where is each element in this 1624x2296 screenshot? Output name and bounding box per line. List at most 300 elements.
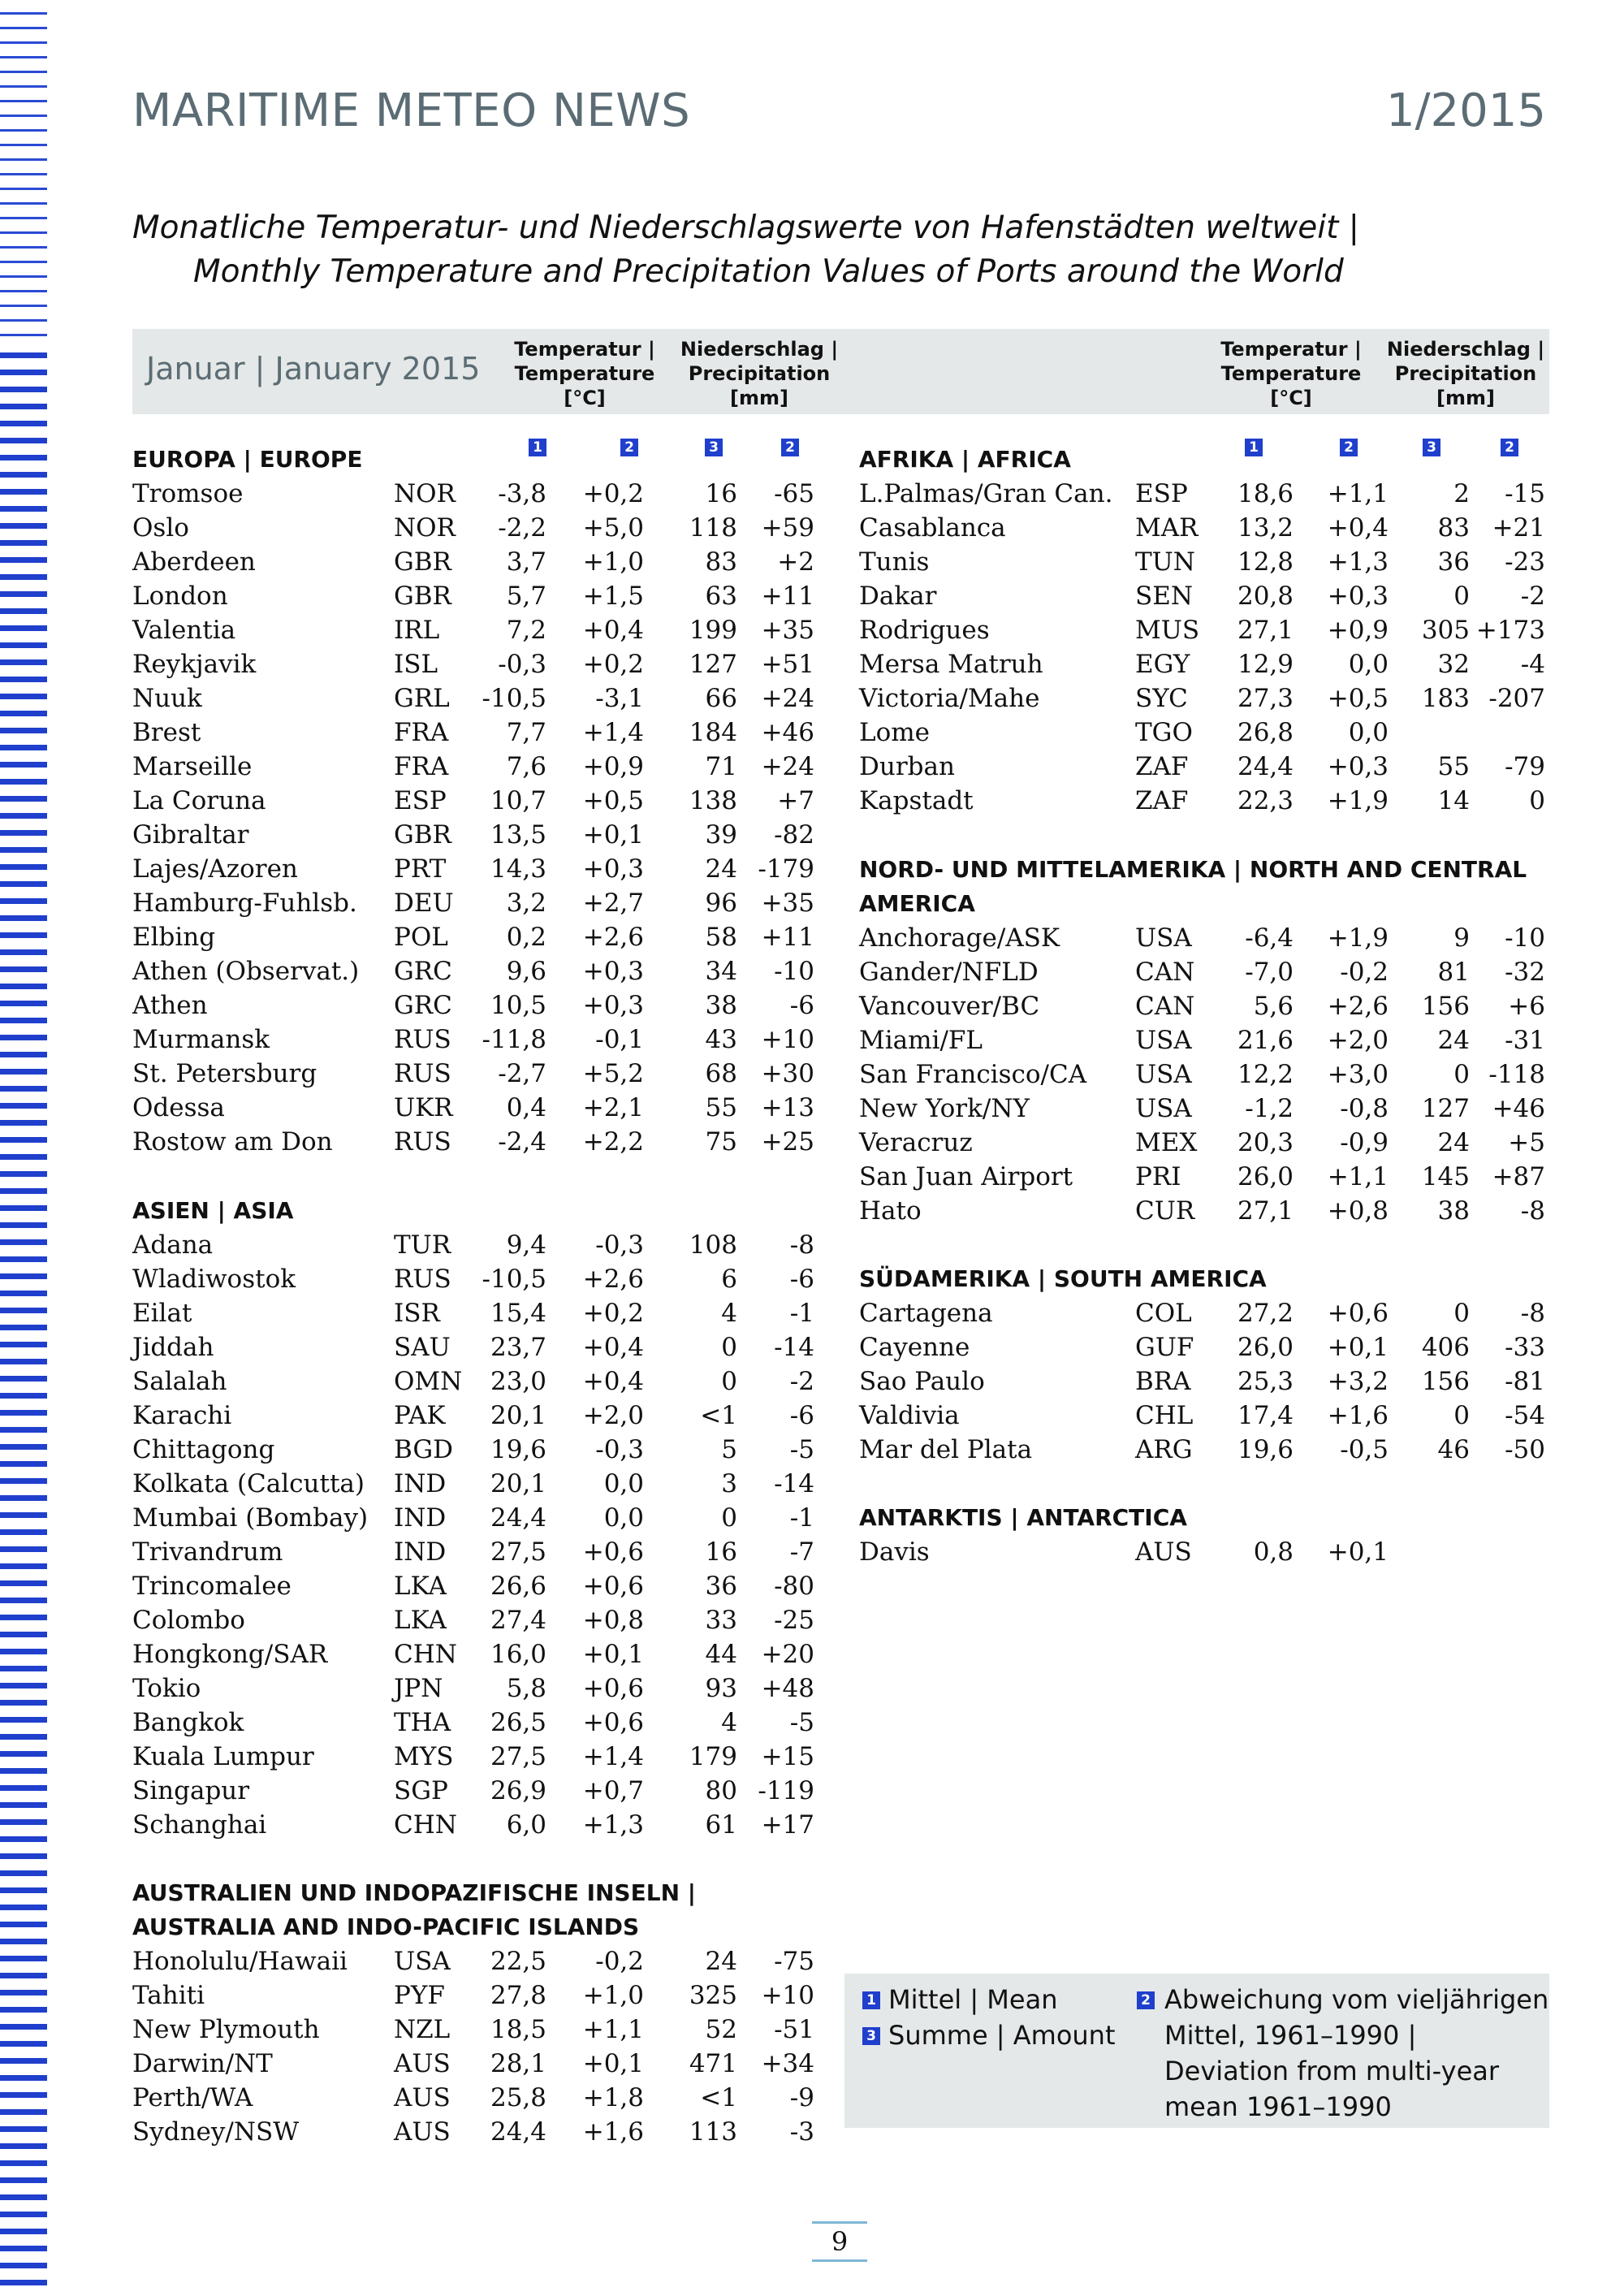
temp-deviation: -0,2 xyxy=(595,1947,644,1976)
country-code: GBR xyxy=(394,582,451,611)
precip-amount: 80 xyxy=(705,1776,737,1805)
table-row xyxy=(859,1057,1553,1092)
station-name: Kuala Lumpur xyxy=(132,1742,314,1771)
legend-deviation-line: Mittel, 1961–1990 | xyxy=(1164,2020,1417,2051)
station-name: Anchorage/ASK xyxy=(859,923,1060,953)
precip-deviation: +30 xyxy=(761,1059,814,1088)
country-code: ESP xyxy=(1135,479,1188,508)
prec-header-line: Precipitation xyxy=(1394,362,1537,385)
precip-amount: 36 xyxy=(705,1572,737,1601)
temp-deviation: +0,8 xyxy=(582,1606,644,1635)
precip-deviation: -32 xyxy=(1505,958,1545,987)
badge-deviation: 2 xyxy=(781,439,799,456)
country-code: USA xyxy=(1135,1060,1192,1089)
precip-deviation: -1 xyxy=(789,1503,814,1533)
precip-amount: 39 xyxy=(705,820,737,850)
precip-amount: 138 xyxy=(689,786,737,815)
station-name: St. Petersburg xyxy=(132,1059,317,1088)
precip-amount: 127 xyxy=(1421,1094,1470,1123)
country-code: PRT xyxy=(394,854,447,884)
temp-mean: -6,4 xyxy=(1245,923,1294,953)
table-row xyxy=(132,1671,823,1706)
temp-mean: 25,8 xyxy=(490,2083,546,2112)
station-name: Valdivia xyxy=(859,1401,960,1430)
country-code: TGO xyxy=(1135,718,1193,747)
temp-mean: 13,2 xyxy=(1237,513,1294,543)
country-code: MEX xyxy=(1135,1128,1198,1157)
precip-amount: 325 xyxy=(689,1981,737,2010)
country-code: BGD xyxy=(394,1435,453,1464)
temp-mean: 7,2 xyxy=(506,616,546,645)
temp-mean: 26,0 xyxy=(1237,1162,1294,1191)
temp-mean: 12,8 xyxy=(1237,547,1294,577)
table-row xyxy=(132,852,823,886)
precip-amount: 81 xyxy=(1437,958,1470,987)
subtitle-german: Monatliche Temperatur- und Niederschlagswerte von Hafenstädten weltweit | xyxy=(132,210,1359,246)
table-row xyxy=(132,1399,823,1433)
precip-amount: 83 xyxy=(705,547,737,577)
country-code: TUR xyxy=(394,1230,451,1260)
station-name: Brest xyxy=(132,718,201,747)
legend-deviation-line: mean 1961–1990 xyxy=(1164,2091,1392,2122)
issue-number: 1/2015 xyxy=(1385,84,1546,137)
temp-mean: 26,5 xyxy=(490,1708,546,1737)
table-row xyxy=(859,716,1553,750)
table-row xyxy=(132,647,823,681)
table-row xyxy=(859,579,1553,613)
precip-deviation: +87 xyxy=(1492,1162,1545,1191)
table-row xyxy=(859,477,1553,511)
station-name: Nuuk xyxy=(132,684,202,713)
table-row xyxy=(859,1126,1553,1160)
station-name: Mumbai (Bombay) xyxy=(132,1503,369,1533)
temp-deviation: -0,8 xyxy=(1340,1094,1389,1123)
precip-deviation: +24 xyxy=(761,684,814,713)
table-row xyxy=(859,784,1553,818)
station-name: Marseille xyxy=(132,752,253,781)
country-code: USA xyxy=(1135,1094,1192,1123)
legend-badge-mean: 1 xyxy=(862,1991,880,2009)
temp-deviation: +0,3 xyxy=(582,957,644,986)
precip-amount: 66 xyxy=(705,684,737,713)
temp-deviation: +1,4 xyxy=(582,718,644,747)
station-name: Athen (Observat.) xyxy=(132,957,360,986)
temp-deviation: +1,6 xyxy=(582,2117,644,2147)
station-name: Vancouver/BC xyxy=(859,992,1040,1021)
temp-mean: 20,8 xyxy=(1237,582,1294,611)
country-code: AUS xyxy=(394,2117,451,2147)
precip-deviation: -15 xyxy=(1505,479,1545,508)
country-code: AUS xyxy=(394,2049,451,2078)
temp-mean: 15,4 xyxy=(490,1299,546,1328)
temp-deviation: +1,9 xyxy=(1327,786,1389,815)
station-name: Oslo xyxy=(132,513,189,543)
temp-mean: 28,1 xyxy=(490,2049,546,2078)
temperature-header-left xyxy=(503,337,666,410)
section-title-asia: ASIEN | ASIA xyxy=(132,1197,294,1224)
temp-mean: 9,4 xyxy=(506,1230,546,1260)
precip-deviation: +21 xyxy=(1492,513,1545,543)
station-name: London xyxy=(132,582,228,611)
precip-deviation: -23 xyxy=(1505,547,1545,577)
precip-amount: 75 xyxy=(705,1127,737,1157)
table-row xyxy=(132,784,823,818)
temp-mean: -7,0 xyxy=(1245,958,1294,987)
temp-deviation: +1,4 xyxy=(582,1742,644,1771)
table-row xyxy=(859,1330,1553,1364)
temp-mean: 23,0 xyxy=(490,1367,546,1396)
legend-mean: Mittel | Mean xyxy=(888,1984,1058,2015)
precip-amount: 4 xyxy=(721,1299,737,1328)
table-row xyxy=(859,750,1553,784)
precip-amount: 24 xyxy=(1437,1128,1470,1157)
station-name: Veracruz xyxy=(859,1128,973,1157)
precip-deviation: -25 xyxy=(774,1606,814,1635)
precip-amount: 24 xyxy=(705,1947,737,1976)
precip-deviation: +59 xyxy=(761,513,814,543)
precip-deviation: +46 xyxy=(761,718,814,747)
temp-mean: 25,3 xyxy=(1237,1367,1294,1396)
temp-mean: 6,0 xyxy=(506,1810,546,1840)
temp-deviation: +0,1 xyxy=(1327,1537,1389,1567)
temp-mean: 5,7 xyxy=(506,582,546,611)
station-name: San Juan Airport xyxy=(859,1162,1073,1191)
precip-deviation: -81 xyxy=(1505,1367,1545,1396)
precip-deviation: -14 xyxy=(774,1333,814,1362)
table-row xyxy=(859,1160,1553,1194)
precip-deviation: +7 xyxy=(777,786,814,815)
temp-deviation: +1,0 xyxy=(582,547,644,577)
temp-mean: -2,7 xyxy=(498,1059,546,1088)
country-code: FRA xyxy=(394,718,449,747)
country-code: ESP xyxy=(394,786,447,815)
temp-deviation: +5,2 xyxy=(582,1059,644,1088)
station-name: New Plymouth xyxy=(132,2015,320,2044)
station-name: New York/NY xyxy=(859,1094,1030,1123)
precip-deviation: +35 xyxy=(761,616,814,645)
station-name: Mersa Matruh xyxy=(859,650,1043,679)
country-code: AUS xyxy=(394,2083,451,2112)
country-code: CHL xyxy=(1135,1401,1194,1430)
table-row xyxy=(132,579,823,613)
table-row xyxy=(132,1125,823,1159)
station-name: Eilat xyxy=(132,1299,192,1328)
precip-amount: 34 xyxy=(705,957,737,986)
country-code: OMN xyxy=(394,1367,463,1396)
precip-deviation: -207 xyxy=(1488,684,1545,713)
temp-deviation: -3,1 xyxy=(595,684,644,713)
station-name: Lome xyxy=(859,718,930,747)
country-code: PYF xyxy=(394,1981,445,2010)
country-code: CAN xyxy=(1135,958,1195,987)
temp-deviation: +0,4 xyxy=(582,1367,644,1396)
table-row xyxy=(859,1194,1553,1228)
temp-mean: 26,8 xyxy=(1237,718,1294,747)
country-code: LKA xyxy=(394,1606,447,1635)
temp-mean: 10,7 xyxy=(490,786,546,815)
temp-mean: 7,7 xyxy=(506,718,546,747)
temp-mean: -2,2 xyxy=(498,513,546,543)
precip-deviation: -2 xyxy=(789,1367,814,1396)
station-name: Durban xyxy=(859,752,955,781)
station-name: La Coruna xyxy=(132,786,266,815)
precip-amount: 183 xyxy=(1421,684,1470,713)
station-name: Karachi xyxy=(132,1401,232,1430)
table-row xyxy=(859,921,1553,955)
temp-mean: 13,5 xyxy=(490,820,546,850)
precip-amount: 16 xyxy=(705,479,737,508)
temp-deviation: +1,3 xyxy=(582,1810,644,1840)
temp-deviation: +0,6 xyxy=(582,1537,644,1567)
temp-mean: -1,2 xyxy=(1245,1094,1294,1123)
prec-header-line: [mm] xyxy=(730,387,788,409)
precip-deviation: -6 xyxy=(789,991,814,1020)
station-name: Hongkong/SAR xyxy=(132,1640,328,1669)
precip-deviation: +10 xyxy=(761,1025,814,1054)
country-code: THA xyxy=(394,1708,451,1737)
country-code: MUS xyxy=(1135,616,1200,645)
temp-mean: 26,0 xyxy=(1237,1333,1294,1362)
table-row xyxy=(132,2081,823,2115)
precip-deviation: +51 xyxy=(761,650,814,679)
temp-mean: -3,8 xyxy=(498,479,546,508)
table-row xyxy=(859,511,1553,545)
temp-deviation: +0,9 xyxy=(1327,616,1389,645)
country-code: GRC xyxy=(394,991,452,1020)
precip-amount: 61 xyxy=(705,1810,737,1840)
precip-deviation: -4 xyxy=(1520,650,1545,679)
precip-deviation: -5 xyxy=(789,1708,814,1737)
temp-mean: 0,4 xyxy=(506,1093,546,1122)
temp-mean: 3,2 xyxy=(506,889,546,918)
temp-mean: 17,4 xyxy=(1237,1401,1294,1430)
section-title-north-america: NORD- UND MITTELAMERIKA | NORTH AND CENTRAL xyxy=(859,856,1527,883)
temp-mean: 12,9 xyxy=(1237,650,1294,679)
temp-deviation: +0,5 xyxy=(1327,684,1389,713)
table-row xyxy=(132,1603,823,1637)
station-name: Sydney/NSW xyxy=(132,2117,300,2147)
table-row xyxy=(132,1706,823,1740)
temp-mean: 27,4 xyxy=(490,1606,546,1635)
temp-mean: 27,1 xyxy=(1237,1196,1294,1226)
temp-mean: -10,5 xyxy=(482,684,546,713)
country-code: USA xyxy=(394,1947,451,1976)
table-row xyxy=(132,1023,823,1057)
country-code: CHN xyxy=(394,1640,457,1669)
temp-deviation: -0,3 xyxy=(595,1435,644,1464)
precip-deviation: +2 xyxy=(777,547,814,577)
station-name: Miami/FL xyxy=(859,1026,983,1055)
precip-amount: 127 xyxy=(689,650,737,679)
precip-deviation: +34 xyxy=(761,2049,814,2078)
temp-deviation: +0,2 xyxy=(582,1299,644,1328)
table-row xyxy=(132,1944,823,1978)
country-code: SEN xyxy=(1135,582,1193,611)
temp-deviation: +0,6 xyxy=(1327,1299,1389,1328)
temp-deviation: +0,4 xyxy=(582,1333,644,1362)
temp-deviation: +1,9 xyxy=(1327,923,1389,953)
temp-deviation: -0,3 xyxy=(595,1230,644,1260)
temp-header-line: Temperature xyxy=(514,362,655,385)
station-name: Davis xyxy=(859,1537,930,1567)
station-name: Casablanca xyxy=(859,513,1006,543)
temp-mean: 27,5 xyxy=(490,1537,546,1567)
country-code: USA xyxy=(1135,1026,1192,1055)
temp-deviation: 0,0 xyxy=(603,1503,644,1533)
country-code: ZAF xyxy=(1135,786,1189,815)
table-row xyxy=(859,545,1553,579)
station-name: Reykjavik xyxy=(132,650,257,679)
precip-amount: 179 xyxy=(689,1742,737,1771)
temp-deviation: +0,2 xyxy=(582,650,644,679)
precip-amount: 108 xyxy=(689,1230,737,1260)
table-row xyxy=(132,750,823,784)
precip-deviation: -33 xyxy=(1505,1333,1545,1362)
temp-deviation: +0,3 xyxy=(582,854,644,884)
precip-deviation: -3 xyxy=(789,2117,814,2147)
temp-deviation: +0,3 xyxy=(582,991,644,1020)
table-row xyxy=(132,1057,823,1091)
precip-amount: 305 xyxy=(1421,616,1470,645)
badge-amount: 3 xyxy=(705,439,723,456)
temp-mean: 5,6 xyxy=(1253,992,1294,1021)
station-name: Schanghai xyxy=(132,1810,267,1840)
country-code: NZL xyxy=(394,2015,451,2044)
station-name: Victoria/Mahe xyxy=(859,684,1040,713)
table-row xyxy=(132,2047,823,2081)
temp-mean: 0,2 xyxy=(506,923,546,952)
country-code: POL xyxy=(394,923,448,952)
station-name: Valentia xyxy=(132,616,236,645)
precip-deviation: +11 xyxy=(761,923,814,952)
table-row xyxy=(132,1296,823,1330)
precip-deviation: +46 xyxy=(1492,1094,1545,1123)
table-row xyxy=(132,1740,823,1774)
country-code: DEU xyxy=(394,889,454,918)
station-name: Sao Paulo xyxy=(859,1367,985,1396)
precip-deviation: +173 xyxy=(1475,616,1545,645)
country-code: GUF xyxy=(1135,1333,1194,1362)
section-title-antarctica: ANTARKTIS | ANTARCTICA xyxy=(859,1504,1187,1531)
precip-amount: <1 xyxy=(700,2083,737,2112)
station-name: San Francisco/CA xyxy=(859,1060,1087,1089)
station-name: Rodrigues xyxy=(859,616,990,645)
legend-badge-deviation: 2 xyxy=(1137,1991,1155,2009)
country-code: FRA xyxy=(394,752,449,781)
country-code: ISL xyxy=(394,650,438,679)
temp-deviation: +1,8 xyxy=(582,2083,644,2112)
country-code: COL xyxy=(1135,1299,1192,1328)
precip-amount: 36 xyxy=(1437,547,1470,577)
precip-amount: 0 xyxy=(1453,582,1470,611)
country-code: BRA xyxy=(1135,1367,1191,1396)
country-code: MAR xyxy=(1135,513,1199,543)
temp-mean: 20,1 xyxy=(490,1469,546,1498)
precip-deviation: -1 xyxy=(789,1299,814,1328)
subtitle-english: Monthly Temperature and Precipitation Values of Ports around the World xyxy=(193,253,1344,290)
precip-amount: 16 xyxy=(705,1537,737,1567)
precipitation-header-right xyxy=(1380,337,1551,410)
precip-deviation: -2 xyxy=(1520,582,1545,611)
temp-deviation: +1,6 xyxy=(1327,1401,1389,1430)
temp-mean: 19,6 xyxy=(490,1435,546,1464)
temp-mean: 26,6 xyxy=(490,1572,546,1601)
station-name: Cartagena xyxy=(859,1299,993,1328)
station-name: Colombo xyxy=(132,1606,245,1635)
station-name: Bangkok xyxy=(132,1708,244,1737)
station-name: Gander/NFLD xyxy=(859,958,1039,987)
country-code: CAN xyxy=(1135,992,1195,1021)
temp-deviation: +3,0 xyxy=(1327,1060,1389,1089)
station-name: Odessa xyxy=(132,1093,225,1122)
station-name: Kapstadt xyxy=(859,786,974,815)
country-code: RUS xyxy=(394,1265,451,1294)
table-row xyxy=(859,1535,1553,1569)
precip-deviation: +15 xyxy=(761,1742,814,1771)
temp-deviation: +0,1 xyxy=(1327,1333,1389,1362)
temp-mean: 20,1 xyxy=(490,1401,546,1430)
section-title-north-america-en: AMERICA xyxy=(859,890,975,917)
precip-amount: 0 xyxy=(721,1333,737,1362)
precip-amount: 471 xyxy=(689,2049,737,2078)
temp-deviation: +3,2 xyxy=(1327,1367,1389,1396)
temp-deviation: +0,3 xyxy=(1327,752,1389,781)
table-row xyxy=(132,1433,823,1467)
precip-amount: 38 xyxy=(705,991,737,1020)
country-code: SAU xyxy=(394,1333,451,1362)
station-name: Dakar xyxy=(859,582,937,611)
table-row xyxy=(859,1364,1553,1399)
precipitation-header-left xyxy=(674,337,844,410)
country-code: NOR xyxy=(394,513,456,543)
temp-deviation: +0,4 xyxy=(1327,513,1389,543)
temp-mean: 7,6 xyxy=(506,752,546,781)
temp-mean: 10,5 xyxy=(490,991,546,1020)
table-row xyxy=(859,647,1553,681)
country-code: RUS xyxy=(394,1025,451,1054)
precip-amount: 44 xyxy=(705,1640,737,1669)
table-row xyxy=(132,920,823,954)
temp-deviation: +2,0 xyxy=(1327,1026,1389,1055)
precip-amount: 33 xyxy=(705,1606,737,1635)
badge-deviation: 2 xyxy=(620,439,638,456)
temp-mean: 9,6 xyxy=(506,957,546,986)
temp-mean: -0,3 xyxy=(498,650,546,679)
country-code: ISR xyxy=(394,1299,440,1328)
precip-amount: 24 xyxy=(1437,1026,1470,1055)
table-row xyxy=(859,681,1553,716)
temp-deviation: 0,0 xyxy=(1348,650,1389,679)
station-name: Tunis xyxy=(859,547,930,577)
precip-amount: 71 xyxy=(705,752,737,781)
station-name: Kolkata (Calcutta) xyxy=(132,1469,365,1498)
temp-header-line: Temperatur | xyxy=(1220,338,1362,361)
station-name: Adana xyxy=(132,1230,214,1260)
country-code: EGY xyxy=(1135,650,1190,679)
table-row xyxy=(859,1399,1553,1433)
month-label: Januar | January 2015 xyxy=(146,351,481,387)
precip-amount: 52 xyxy=(705,2015,737,2044)
temp-deviation: -0,5 xyxy=(1340,1435,1389,1464)
temp-mean: 0,8 xyxy=(1253,1537,1294,1567)
precip-amount: 199 xyxy=(689,616,737,645)
precip-deviation: +24 xyxy=(761,752,814,781)
precip-deviation: +11 xyxy=(761,582,814,611)
country-code: MYS xyxy=(394,1742,454,1771)
precip-amount: 83 xyxy=(1437,513,1470,543)
station-name: Tahiti xyxy=(132,1981,205,2010)
temp-deviation: +0,7 xyxy=(582,1776,644,1805)
